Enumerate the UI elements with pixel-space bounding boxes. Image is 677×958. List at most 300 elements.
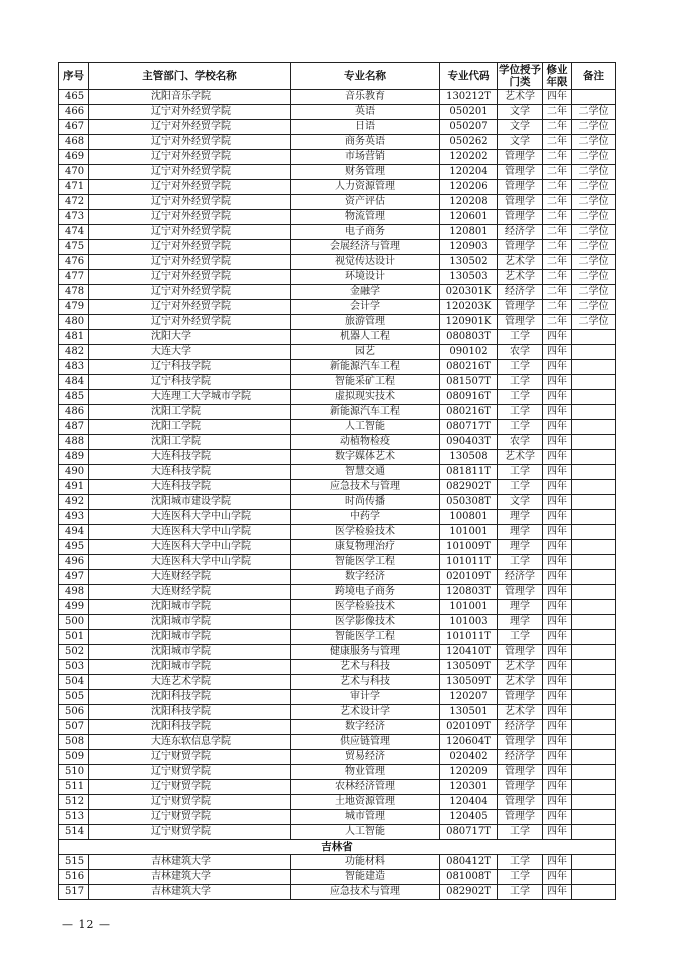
- seq-cell: 471: [59, 180, 89, 195]
- degree-cell: 经济学: [498, 570, 543, 585]
- remark-cell: [572, 360, 616, 375]
- code-cell: 120405: [440, 810, 498, 825]
- seq-cell: 514: [59, 825, 89, 840]
- years-cell: 四年: [543, 660, 572, 675]
- degree-cell: 管理学: [498, 300, 543, 315]
- table-row: [59, 645, 616, 660]
- table-row: [59, 165, 616, 180]
- degree-cell: 工学: [498, 330, 543, 345]
- years-cell: 四年: [543, 555, 572, 570]
- code-cell: 130509T: [440, 660, 498, 675]
- school-cell: 大连科技学院: [89, 465, 291, 480]
- school-cell: 辽宁科技学院: [89, 360, 291, 375]
- school-cell: 沈阳城市学院: [89, 630, 291, 645]
- remark-cell: 二学位: [572, 285, 616, 300]
- table-row: [59, 210, 616, 225]
- seq-cell: 484: [59, 375, 89, 390]
- remark-cell: [572, 870, 616, 885]
- remark-cell: [572, 345, 616, 360]
- table-row: [59, 240, 616, 255]
- years-cell: 四年: [543, 465, 572, 480]
- degree-cell: 经济学: [498, 720, 543, 735]
- degree-cell: 管理学: [498, 690, 543, 705]
- degree-cell: 管理学: [498, 165, 543, 180]
- table-row: [59, 540, 616, 555]
- remark-cell: 二学位: [572, 120, 616, 135]
- degree-cell: 工学: [498, 555, 543, 570]
- remark-cell: 二学位: [572, 195, 616, 210]
- major-cell: 商务英语: [291, 135, 440, 150]
- seq-cell: 493: [59, 510, 89, 525]
- seq-cell: 468: [59, 135, 89, 150]
- school-cell: 辽宁财贸学院: [89, 810, 291, 825]
- major-cell: 中药学: [291, 510, 440, 525]
- code-cell: 120209: [440, 765, 498, 780]
- school-cell: 辽宁对外经贸学院: [89, 120, 291, 135]
- remark-cell: [572, 585, 616, 600]
- major-cell: 医学影像技术: [291, 615, 440, 630]
- degree-cell: 理学: [498, 615, 543, 630]
- header-years: 修业年限: [543, 63, 572, 90]
- code-cell: 120404: [440, 795, 498, 810]
- major-cell: 智能医学工程: [291, 630, 440, 645]
- degree-cell: 理学: [498, 510, 543, 525]
- years-cell: 四年: [543, 570, 572, 585]
- years-cell: 四年: [543, 525, 572, 540]
- school-cell: 辽宁对外经贸学院: [89, 255, 291, 270]
- major-cell: 视觉传达设计: [291, 255, 440, 270]
- school-cell: 辽宁财贸学院: [89, 765, 291, 780]
- years-cell: 四年: [543, 495, 572, 510]
- degree-cell: 文学: [498, 135, 543, 150]
- years-cell: 二年: [543, 195, 572, 210]
- remark-cell: 二学位: [572, 240, 616, 255]
- school-cell: 大连医科大学中山学院: [89, 510, 291, 525]
- seq-cell: 500: [59, 615, 89, 630]
- school-cell: 沈阳工学院: [89, 420, 291, 435]
- school-cell: 大连医科大学中山学院: [89, 555, 291, 570]
- school-cell: 大连财经学院: [89, 570, 291, 585]
- years-cell: 二年: [543, 165, 572, 180]
- table-row: [59, 690, 616, 705]
- major-cell: 环境设计: [291, 270, 440, 285]
- years-cell: 四年: [543, 375, 572, 390]
- school-cell: 大连大学: [89, 345, 291, 360]
- header-remark: 备注: [572, 63, 616, 90]
- table-row: [59, 495, 616, 510]
- code-cell: 050207: [440, 120, 498, 135]
- degree-cell: 管理学: [498, 810, 543, 825]
- degree-cell: 管理学: [498, 195, 543, 210]
- years-cell: 四年: [543, 600, 572, 615]
- header-code: 专业代码: [440, 63, 498, 90]
- table-row: [59, 345, 616, 360]
- table-row: [59, 330, 616, 345]
- code-cell: 120901K: [440, 315, 498, 330]
- table-row: [59, 180, 616, 195]
- major-cell: 供应链管理: [291, 735, 440, 750]
- major-cell: 人工智能: [291, 825, 440, 840]
- seq-cell: 507: [59, 720, 89, 735]
- years-cell: 四年: [543, 810, 572, 825]
- major-cell: 跨境电子商务: [291, 585, 440, 600]
- code-cell: 130212T: [440, 90, 498, 105]
- degree-cell: 艺术学: [498, 660, 543, 675]
- major-cell: 审计学: [291, 690, 440, 705]
- code-cell: 080803T: [440, 330, 498, 345]
- remark-cell: 二学位: [572, 210, 616, 225]
- code-cell: 020109T: [440, 570, 498, 585]
- major-cell: 艺术与科技: [291, 660, 440, 675]
- major-cell: 音乐教育: [291, 90, 440, 105]
- years-cell: 四年: [543, 780, 572, 795]
- table-row: [59, 600, 616, 615]
- seq-cell: 510: [59, 765, 89, 780]
- seq-cell: 477: [59, 270, 89, 285]
- code-cell: 080412T: [440, 855, 498, 870]
- major-cell: 艺术设计学: [291, 705, 440, 720]
- code-cell: 120903: [440, 240, 498, 255]
- school-cell: 沈阳城市建设学院: [89, 495, 291, 510]
- major-cell: 电子商务: [291, 225, 440, 240]
- school-cell: 辽宁对外经贸学院: [89, 240, 291, 255]
- major-cell: 土地资源管理: [291, 795, 440, 810]
- years-cell: 四年: [543, 360, 572, 375]
- school-cell: 辽宁对外经贸学院: [89, 285, 291, 300]
- years-cell: 四年: [543, 585, 572, 600]
- seq-cell: 498: [59, 585, 89, 600]
- table-row: [59, 555, 616, 570]
- major-cell: 虚拟现实技术: [291, 390, 440, 405]
- table-row: [59, 825, 616, 840]
- degree-cell: 理学: [498, 600, 543, 615]
- code-cell: 082902T: [440, 885, 498, 900]
- major-cell: 应急技术与管理: [291, 885, 440, 900]
- remark-cell: 二学位: [572, 270, 616, 285]
- seq-cell: 497: [59, 570, 89, 585]
- major-cell: 园艺: [291, 345, 440, 360]
- code-cell: 081008T: [440, 870, 498, 885]
- code-cell: 120601: [440, 210, 498, 225]
- major-cell: 应急技术与管理: [291, 480, 440, 495]
- school-cell: 沈阳科技学院: [89, 690, 291, 705]
- major-cell: 功能材料: [291, 855, 440, 870]
- header-school: 主管部门、学校名称: [89, 63, 291, 90]
- seq-cell: 486: [59, 405, 89, 420]
- table-row: [59, 720, 616, 735]
- years-cell: 四年: [543, 420, 572, 435]
- header-degree: 学位授予门类: [499, 64, 541, 88]
- table-row: [59, 90, 616, 105]
- remark-cell: 二学位: [572, 165, 616, 180]
- table-row: [59, 270, 616, 285]
- seq-cell: 506: [59, 705, 89, 720]
- code-cell: 050262: [440, 135, 498, 150]
- years-cell: 四年: [543, 795, 572, 810]
- school-cell: 吉林建筑大学: [89, 885, 291, 900]
- table-row: [59, 105, 616, 120]
- years-cell: 二年: [543, 120, 572, 135]
- degree-cell: 经济学: [498, 285, 543, 300]
- seq-cell: 478: [59, 285, 89, 300]
- school-cell: 辽宁对外经贸学院: [89, 315, 291, 330]
- major-cell: 医学检验技术: [291, 525, 440, 540]
- school-cell: 沈阳城市学院: [89, 615, 291, 630]
- table-row: [59, 525, 616, 540]
- remark-cell: [572, 405, 616, 420]
- school-cell: 辽宁对外经贸学院: [89, 300, 291, 315]
- code-cell: 080216T: [440, 405, 498, 420]
- major-cell: 旅游管理: [291, 315, 440, 330]
- major-cell: 医学检验技术: [291, 600, 440, 615]
- school-cell: 大连财经学院: [89, 585, 291, 600]
- school-cell: 辽宁财贸学院: [89, 750, 291, 765]
- remark-cell: [572, 540, 616, 555]
- years-cell: 四年: [543, 870, 572, 885]
- years-cell: 四年: [543, 90, 572, 105]
- seq-cell: 469: [59, 150, 89, 165]
- table-row: [59, 780, 616, 795]
- degree-cell: 管理学: [498, 780, 543, 795]
- table-row: [59, 360, 616, 375]
- remark-cell: 二学位: [572, 150, 616, 165]
- table-row: [59, 855, 616, 870]
- code-cell: 120803T: [440, 585, 498, 600]
- school-cell: 辽宁对外经贸学院: [89, 225, 291, 240]
- remark-cell: [572, 735, 616, 750]
- school-cell: 沈阳工学院: [89, 405, 291, 420]
- remark-cell: [572, 825, 616, 840]
- school-cell: 辽宁对外经贸学院: [89, 180, 291, 195]
- school-cell: 吉林建筑大学: [89, 870, 291, 885]
- remark-cell: [572, 570, 616, 585]
- school-cell: 辽宁对外经贸学院: [89, 210, 291, 225]
- table-row: [59, 435, 616, 450]
- code-cell: 080717T: [440, 420, 498, 435]
- remark-cell: [572, 510, 616, 525]
- degree-cell: 艺术学: [498, 450, 543, 465]
- major-cell: 新能源汽车工程: [291, 405, 440, 420]
- seq-cell: 504: [59, 675, 89, 690]
- remark-cell: [572, 435, 616, 450]
- seq-cell: 472: [59, 195, 89, 210]
- remark-cell: [572, 795, 616, 810]
- degree-cell: 工学: [498, 885, 543, 900]
- remark-cell: [572, 465, 616, 480]
- seq-cell: 515: [59, 855, 89, 870]
- school-cell: 沈阳城市学院: [89, 660, 291, 675]
- degree-cell: 工学: [498, 465, 543, 480]
- seq-cell: 508: [59, 735, 89, 750]
- remark-cell: 二学位: [572, 255, 616, 270]
- remark-cell: [572, 450, 616, 465]
- seq-cell: 511: [59, 780, 89, 795]
- degree-cell: 工学: [498, 375, 543, 390]
- years-cell: 四年: [543, 690, 572, 705]
- code-cell: 050308T: [440, 495, 498, 510]
- seq-cell: 502: [59, 645, 89, 660]
- major-cell: 会展经济与管理: [291, 240, 440, 255]
- degree-cell: 管理学: [498, 210, 543, 225]
- years-cell: 四年: [543, 480, 572, 495]
- major-cell: 贸易经济: [291, 750, 440, 765]
- code-cell: 130502: [440, 255, 498, 270]
- major-cell: 物流管理: [291, 210, 440, 225]
- major-cell: 人工智能: [291, 420, 440, 435]
- table-row: [59, 510, 616, 525]
- years-cell: 四年: [543, 855, 572, 870]
- table-header-row: [59, 63, 616, 90]
- code-cell: 120202: [440, 150, 498, 165]
- major-cell: 金融学: [291, 285, 440, 300]
- seq-cell: 467: [59, 120, 89, 135]
- degree-cell: 经济学: [498, 750, 543, 765]
- school-cell: 辽宁对外经贸学院: [89, 105, 291, 120]
- code-cell: 100801: [440, 510, 498, 525]
- major-cell: 财务管理: [291, 165, 440, 180]
- seq-cell: 501: [59, 630, 89, 645]
- school-cell: 大连理工大学城市学院: [89, 390, 291, 405]
- remark-cell: 二学位: [572, 105, 616, 120]
- seq-cell: 487: [59, 420, 89, 435]
- degree-cell: 工学: [498, 420, 543, 435]
- years-cell: 二年: [543, 210, 572, 225]
- page-number: — 12 —: [62, 918, 111, 931]
- school-cell: 大连科技学院: [89, 480, 291, 495]
- code-cell: 020301K: [440, 285, 498, 300]
- years-cell: 四年: [543, 705, 572, 720]
- years-cell: 四年: [543, 405, 572, 420]
- seq-cell: 513: [59, 810, 89, 825]
- code-cell: 130508: [440, 450, 498, 465]
- code-cell: 101001: [440, 525, 498, 540]
- code-cell: 050201: [440, 105, 498, 120]
- seq-cell: 491: [59, 480, 89, 495]
- years-cell: 二年: [543, 285, 572, 300]
- remark-cell: 二学位: [572, 300, 616, 315]
- major-cell: 数字经济: [291, 720, 440, 735]
- school-cell: 沈阳城市学院: [89, 645, 291, 660]
- degree-cell: 文学: [498, 120, 543, 135]
- school-cell: 辽宁科技学院: [89, 375, 291, 390]
- years-cell: 二年: [543, 135, 572, 150]
- remark-cell: [572, 885, 616, 900]
- major-cell: 机器人工程: [291, 330, 440, 345]
- degree-cell: 管理学: [498, 180, 543, 195]
- years-cell: 四年: [543, 330, 572, 345]
- remark-cell: [572, 690, 616, 705]
- major-cell: 市场营销: [291, 150, 440, 165]
- remark-cell: 二学位: [572, 225, 616, 240]
- seq-cell: 481: [59, 330, 89, 345]
- code-cell: 120207: [440, 690, 498, 705]
- seq-cell: 483: [59, 360, 89, 375]
- major-cell: 智能建造: [291, 870, 440, 885]
- years-cell: 四年: [543, 645, 572, 660]
- remark-cell: 二学位: [572, 315, 616, 330]
- table-row: [59, 120, 616, 135]
- years-cell: 二年: [543, 225, 572, 240]
- code-cell: 120604T: [440, 735, 498, 750]
- remark-cell: [572, 855, 616, 870]
- degree-cell: 艺术学: [498, 675, 543, 690]
- years-cell: 二年: [543, 150, 572, 165]
- years-cell: 四年: [543, 390, 572, 405]
- degree-cell: 管理学: [498, 315, 543, 330]
- code-cell: 082902T: [440, 480, 498, 495]
- school-cell: 辽宁对外经贸学院: [89, 165, 291, 180]
- remark-cell: [572, 765, 616, 780]
- province-header-row: [59, 840, 616, 855]
- seq-cell: 496: [59, 555, 89, 570]
- years-cell: 四年: [543, 510, 572, 525]
- major-cell: 人力资源管理: [291, 180, 440, 195]
- remark-cell: [572, 705, 616, 720]
- code-cell: 020109T: [440, 720, 498, 735]
- remark-cell: [572, 390, 616, 405]
- table-row: [59, 675, 616, 690]
- remark-cell: [572, 330, 616, 345]
- code-cell: 020402: [440, 750, 498, 765]
- seq-cell: 473: [59, 210, 89, 225]
- years-cell: 四年: [543, 450, 572, 465]
- years-cell: 四年: [543, 735, 572, 750]
- code-cell: 080916T: [440, 390, 498, 405]
- table-row: [59, 750, 616, 765]
- major-cell: 日语: [291, 120, 440, 135]
- degree-cell: 艺术学: [498, 255, 543, 270]
- code-cell: 130509T: [440, 675, 498, 690]
- school-cell: 沈阳大学: [89, 330, 291, 345]
- school-cell: 沈阳科技学院: [89, 720, 291, 735]
- remark-cell: [572, 600, 616, 615]
- years-cell: 二年: [543, 255, 572, 270]
- code-cell: 120410T: [440, 645, 498, 660]
- remark-cell: [572, 555, 616, 570]
- table-row: [59, 735, 616, 750]
- seq-cell: 485: [59, 390, 89, 405]
- seq-cell: 505: [59, 690, 89, 705]
- table-row: [59, 570, 616, 585]
- header-seq: 序号: [59, 63, 89, 90]
- major-cell: 智能采矿工程: [291, 375, 440, 390]
- code-cell: 101011T: [440, 630, 498, 645]
- school-cell: 吉林建筑大学: [89, 855, 291, 870]
- table-row: [59, 870, 616, 885]
- remark-cell: [572, 375, 616, 390]
- seq-cell: 517: [59, 885, 89, 900]
- table-row: [59, 255, 616, 270]
- degree-cell: 农学: [498, 435, 543, 450]
- province-name: 吉林省: [59, 840, 616, 855]
- seq-cell: 466: [59, 105, 89, 120]
- degree-cell: 艺术学: [498, 90, 543, 105]
- seq-cell: 465: [59, 90, 89, 105]
- table-row: [59, 795, 616, 810]
- major-cell: 动植物检疫: [291, 435, 440, 450]
- years-cell: 四年: [543, 540, 572, 555]
- degree-cell: 管理学: [498, 240, 543, 255]
- table-body: [59, 90, 616, 900]
- code-cell: 120204: [440, 165, 498, 180]
- remark-cell: [572, 750, 616, 765]
- major-cell: 艺术与科技: [291, 675, 440, 690]
- table-row: [59, 420, 616, 435]
- code-cell: 080717T: [440, 825, 498, 840]
- years-cell: 四年: [543, 630, 572, 645]
- school-cell: 沈阳音乐学院: [89, 90, 291, 105]
- seq-cell: 474: [59, 225, 89, 240]
